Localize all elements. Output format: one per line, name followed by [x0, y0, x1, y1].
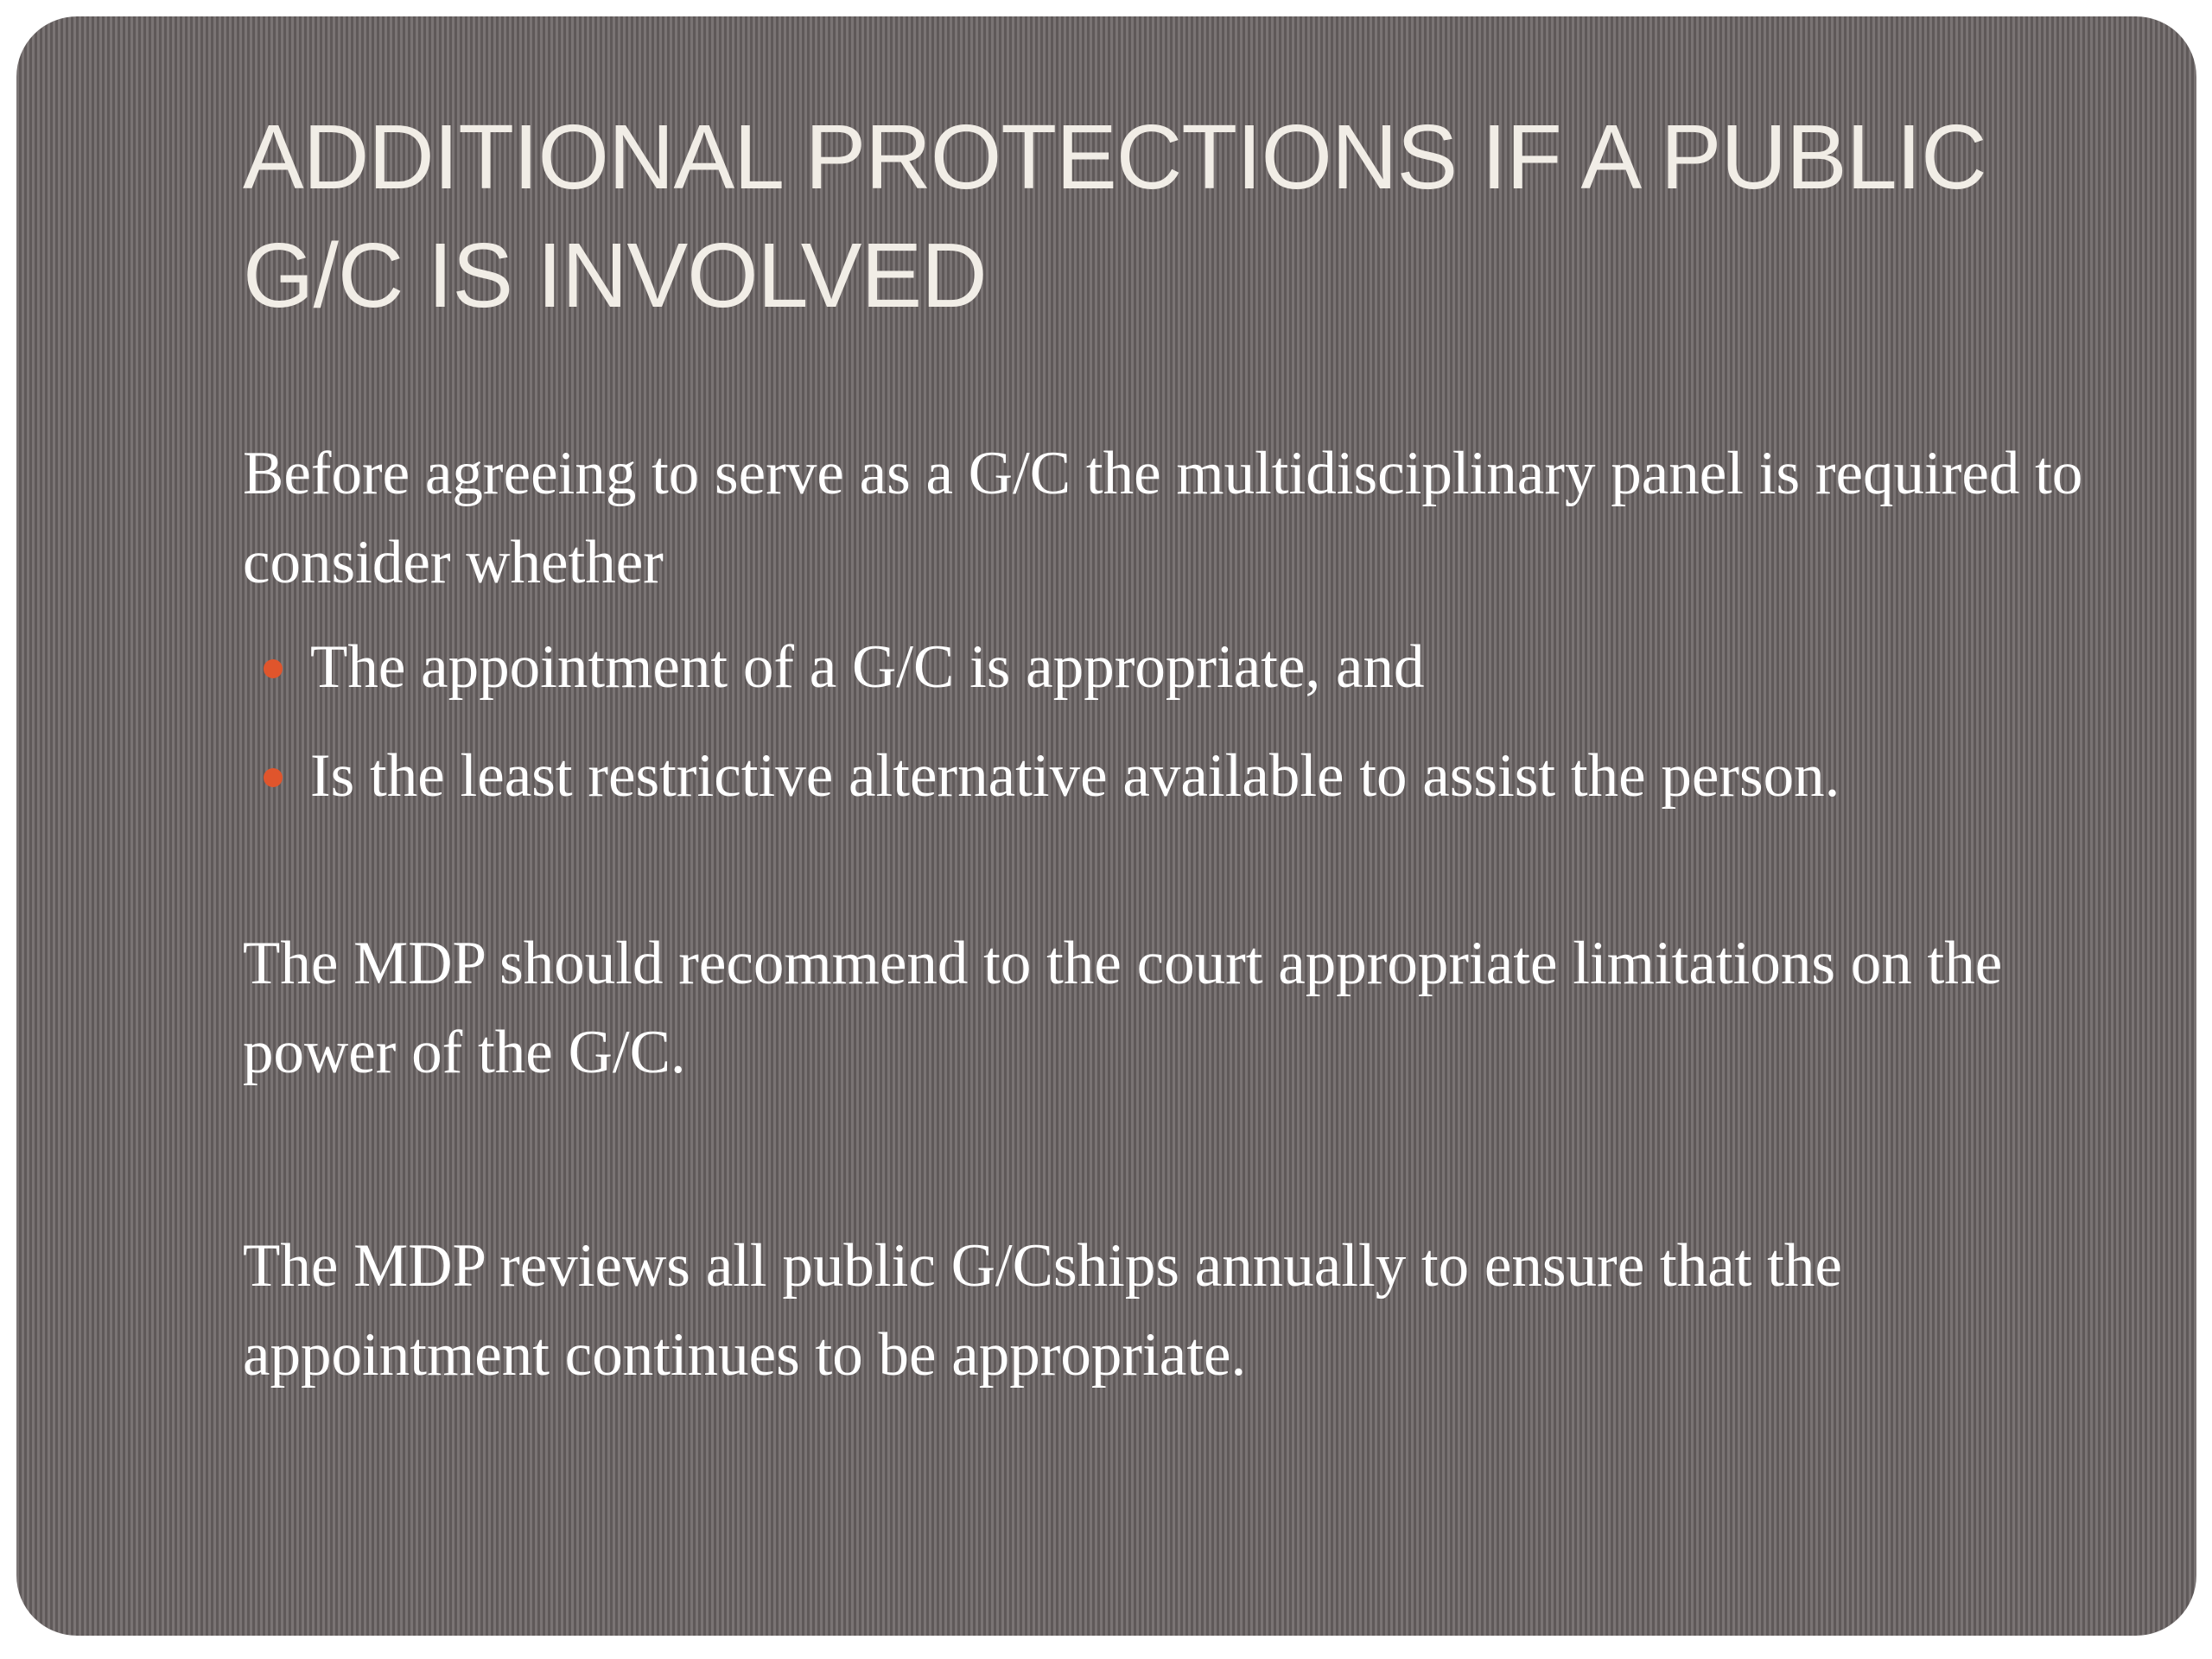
bullet-text: The appointment of a G/C is appropriate, and: [310, 633, 1425, 701]
bullet-text: Is the least restrictive alternative available to assist the person.: [310, 742, 1840, 810]
slide-body: [243, 429, 2109, 1400]
mdp-review-paragraph: The MDP reviews all public G/Cships annually to ensure that the appointment continues to be appropriate.: [243, 1232, 1842, 1389]
mdp-recommend-paragraph: The MDP should recommend to the court appropriate limitations on the power of the G/C.: [243, 930, 2003, 1086]
bullet-dot-icon: [264, 768, 283, 787]
slide: [16, 16, 2196, 1636]
bullet-dot-icon: [264, 659, 283, 678]
intro-paragraph: Before agreeing to serve as a G/C the multidisciplinary panel is required to consider whether: [243, 440, 2083, 596]
bullet-item: [243, 732, 2109, 821]
slide-title: ADDITIONAL PROTECTIONS IF A PUBLIC G/C IS INVOLVED: [243, 106, 1986, 327]
bullet-list: [243, 623, 2109, 821]
bullet-item: [243, 623, 2109, 712]
